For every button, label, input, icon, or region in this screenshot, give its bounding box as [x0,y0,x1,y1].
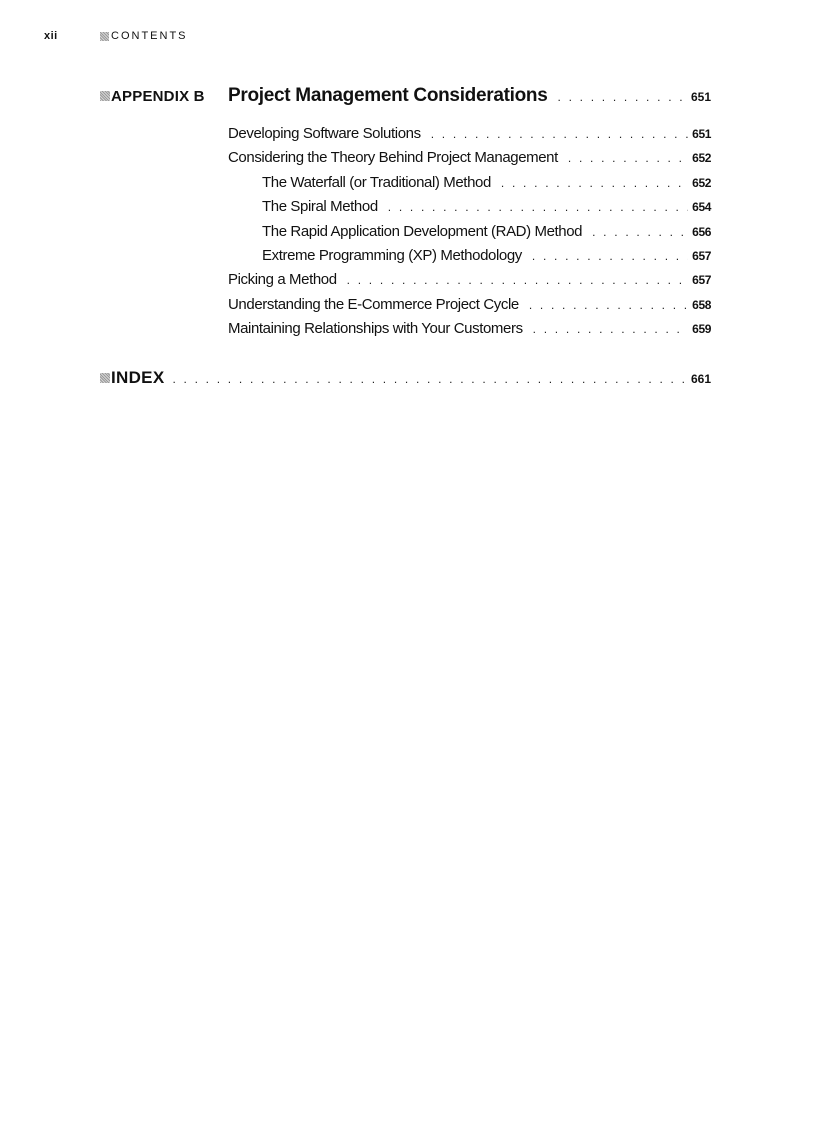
appendix-label-text: APPENDIX B [111,88,205,105]
toc-entry-title: Developing Software Solutions [228,125,421,142]
page-reference: 661 [690,372,711,386]
toc-subentry[interactable] [228,174,711,198]
running-head [100,30,188,42]
section-marker-icon [100,91,110,101]
toc-entry-list [228,125,711,345]
page-reference: 651 [690,90,711,104]
section-marker-icon [100,32,109,41]
page-reference: 658 [692,297,711,312]
index-label [100,368,164,388]
leader-dots [532,249,688,263]
leader-dots [431,127,688,141]
leader-dots [592,225,688,239]
toc-entry[interactable] [228,271,711,295]
leader-dots [529,298,688,312]
running-header [44,29,188,43]
page-reference: 652 [692,175,711,190]
page-reference: 659 [692,322,711,337]
toc-subentry[interactable] [228,198,711,222]
toc-entry[interactable] [228,320,711,344]
section-marker-icon [100,373,110,383]
toc-entry[interactable] [228,296,711,320]
page-number: xii [44,30,58,42]
running-head-text: CONTENTS [111,30,188,42]
page-reference: 651 [692,127,711,141]
leader-dots [347,273,689,287]
page-reference: 652 [692,151,711,166]
leader-dots [388,200,688,214]
page-reference: 657 [692,248,711,263]
leader-dots [501,176,688,190]
toc-entry[interactable] [228,149,711,173]
toc-entry-title: Picking a Method [228,271,337,289]
index-heading[interactable] [100,368,711,388]
page-reference: 654 [692,200,711,215]
toc-entry-title: The Spiral Method [262,198,378,216]
toc-entry-title: Extreme Programming (XP) Methodology [262,246,522,264]
toc-entry-title: Considering the Theory Behind Project Management [228,149,558,167]
toc-entry-title: Maintaining Relationships with Your Customers [228,320,523,338]
toc-entry[interactable] [228,125,711,149]
leader-dots [172,372,687,386]
appendix-title: Project Management Considerations [228,85,548,106]
toc-subentry[interactable] [228,223,711,247]
leader-dots [533,322,689,336]
index-label-text: INDEX [111,368,165,387]
toc-entry-title: The Waterfall (or Traditional) Method [262,173,491,191]
toc-entry-title: The Rapid Application Development (RAD) Method [262,222,583,240]
appendix-heading[interactable] [100,85,711,107]
page-reference: 656 [692,224,711,239]
appendix-label [100,88,228,105]
leader-dots [558,90,687,104]
leader-dots [568,151,688,165]
toc-subentry[interactable] [228,247,711,271]
toc-entry-title: Understanding the E-Commerce Project Cycle [228,295,519,313]
page-reference: 657 [692,273,711,288]
